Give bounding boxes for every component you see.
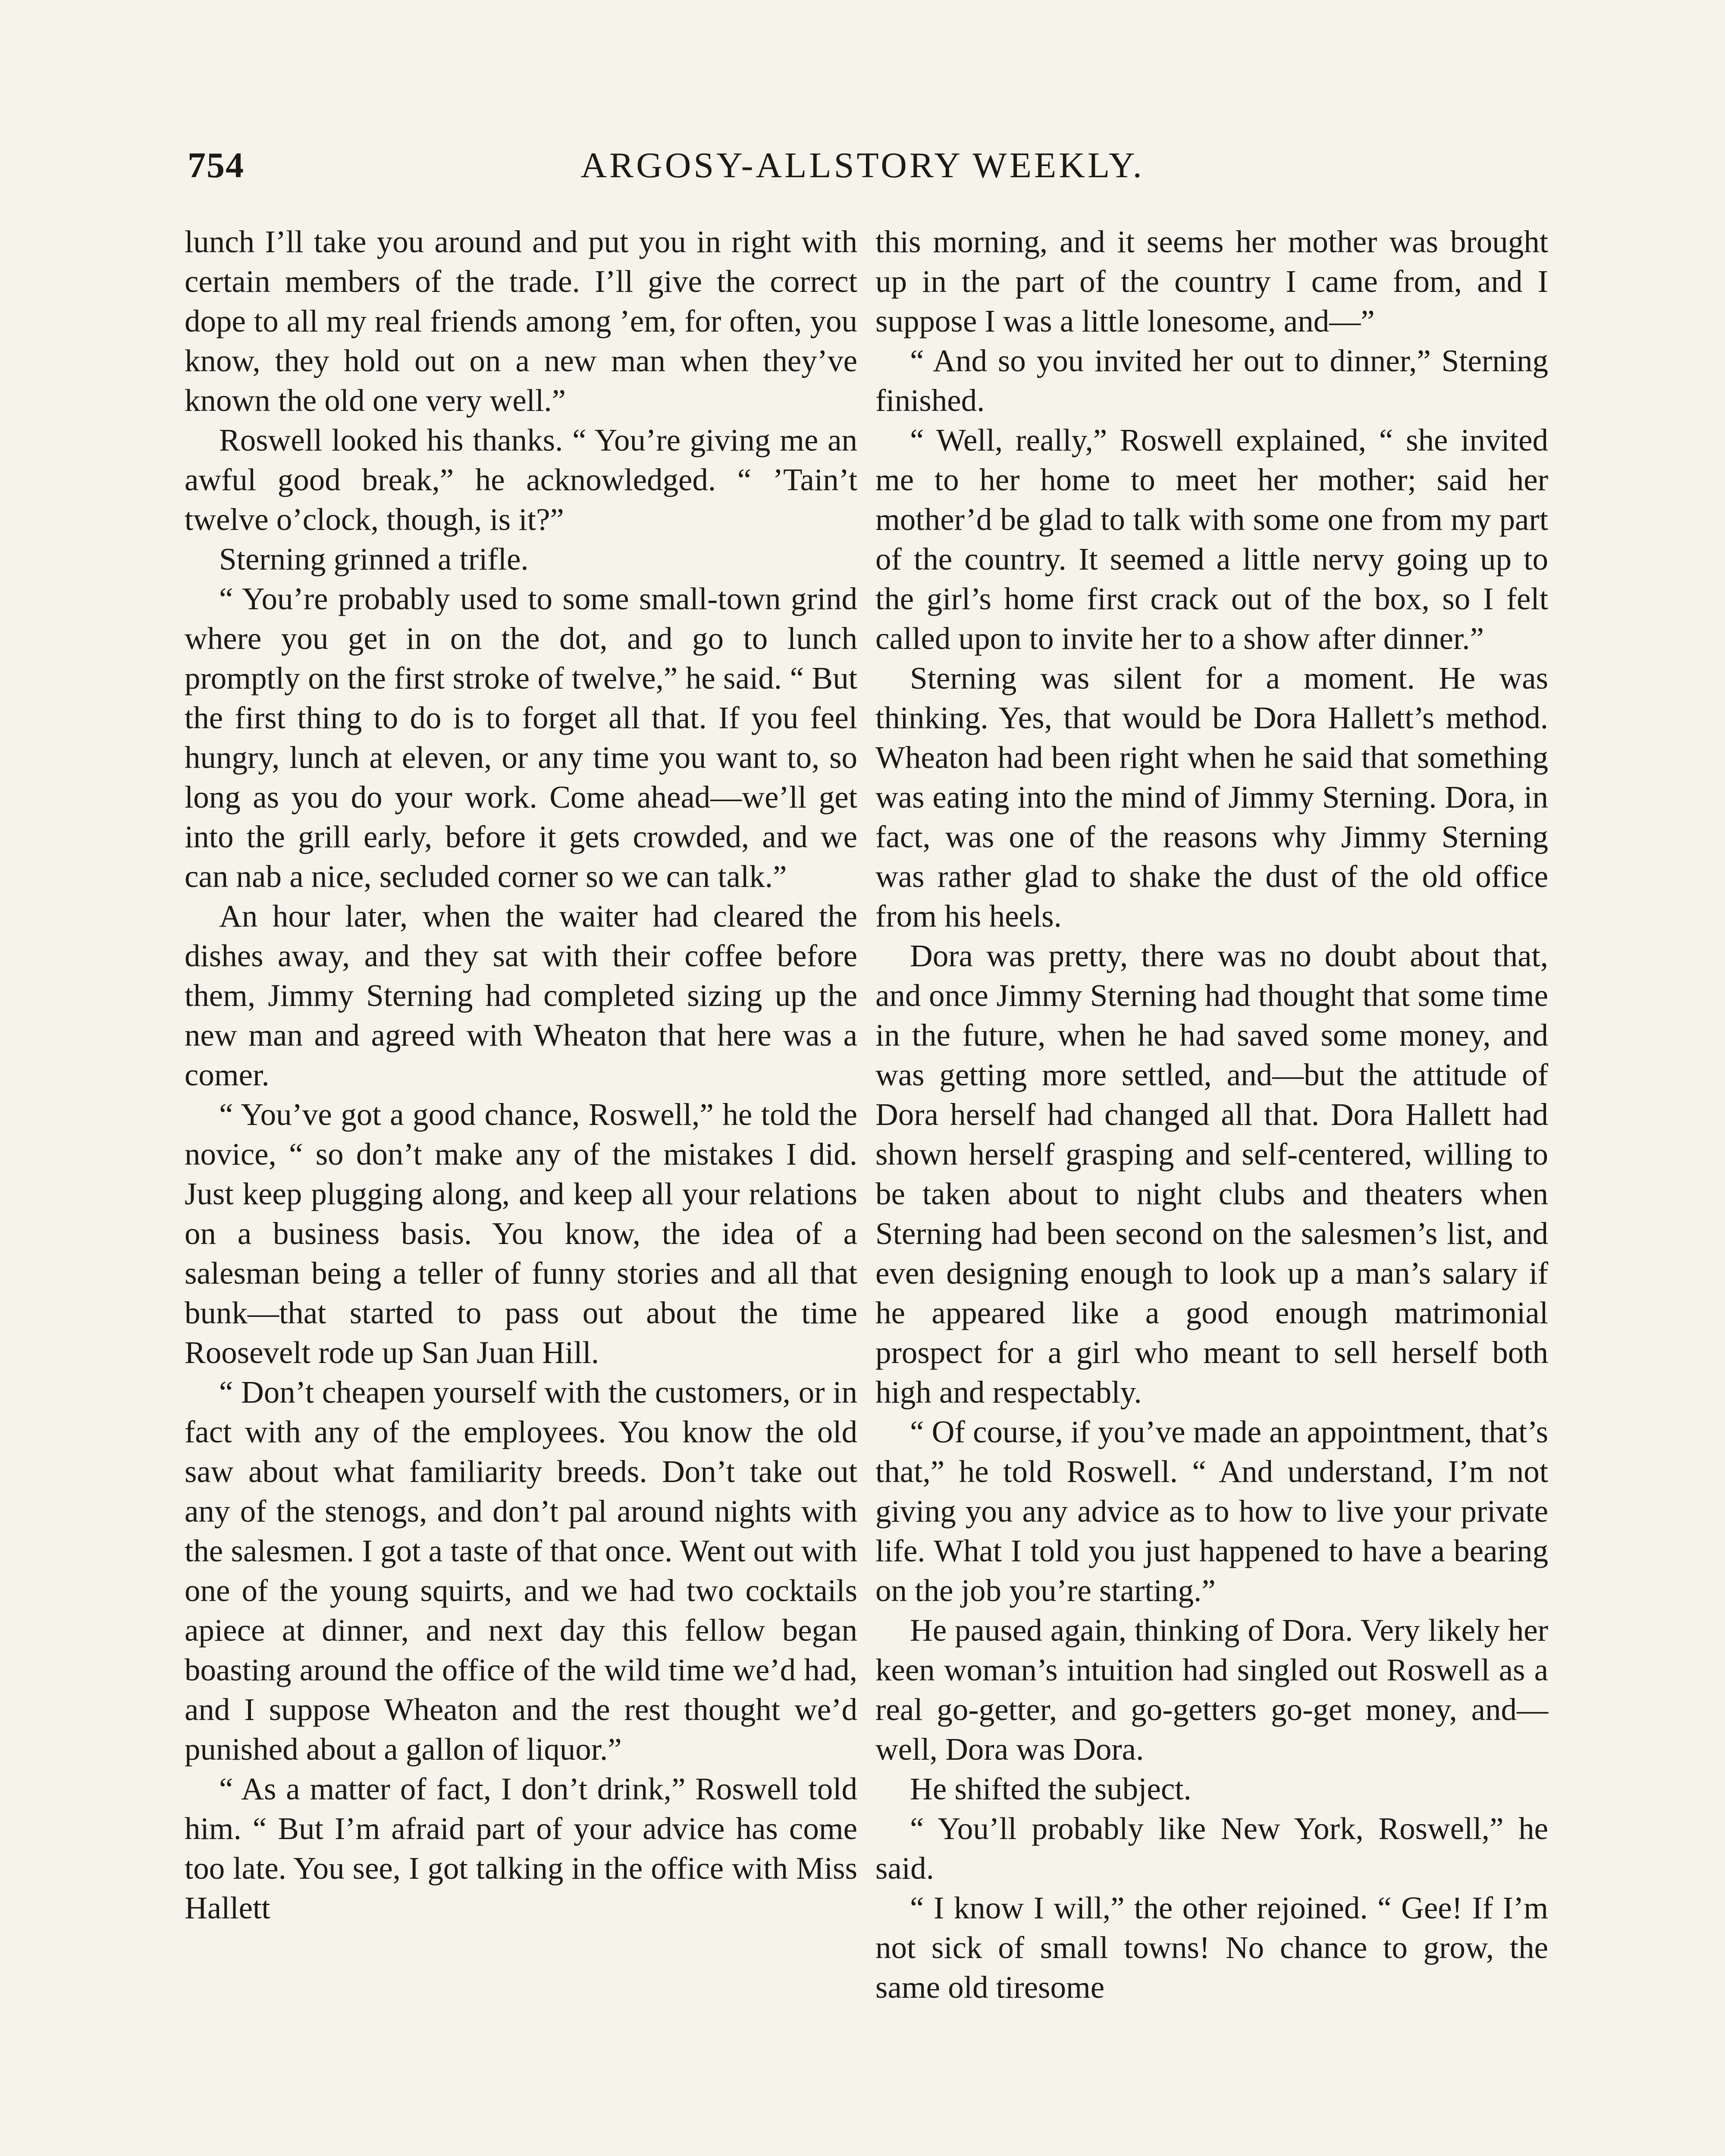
paragraph: “ You’ve got a good chance, Roswell,” he told the novice, “ so don’t make any of the mistakes I did. Just keep plugging along, and keep all your relations on a business basis. You know, the idea of a salesman being a teller of funny stories and all that bunk—that started to pass out about the time Roosevelt rode up San Juan Hill.	[185, 1097, 857, 1370]
page-number: 754	[188, 145, 245, 185]
paragraph: He paused again, thinking of Dora. Very likely her keen woman’s intuition had singled out Roswell as a real go-getter, and go-getters go-get money, and—well, Dora was Dora.	[875, 1613, 1548, 1767]
paragraph: lunch I’ll take you around and put you in right with certain members of the trade. I’ll give the correct dope to all my real friends among ’em, for often, you know, they hold out on a new man when they’ve known the old one very well.”	[185, 224, 857, 418]
paragraph: Dora was pretty, there was no doubt about that, and once Jimmy Sterning had thought that some time in the future, when he had saved some money, and was getting more settled, and—but the attitude of Dora herself had changed all that. Dora Hallett had shown herself grasping and self-centered, willing to be taken about to night clubs and theaters when Sterning had been second on the salesmen’s list, and even designing enough to look up a man’s salary if he appeared like a good enough matrimonial prospect for a girl who meant to sell herself both high and respectably.	[875, 938, 1548, 1410]
paragraph: “ Don’t cheapen yourself with the customers, or in fact with any of the employees. You know the old saw about what familiarity breeds. Don’t take out any of the stenogs, and don’t pal around nights with the salesmen. I got a taste of that once. Went out with one of the young squirts, and we had two cocktails apiece at dinner, and next day this fellow began boasting around the office of the wild time we’d had, and I suppose Wheaton and the rest thought we’d punished about a gallon of liquor.”	[185, 1375, 857, 1767]
paragraph: “ Of course, if you’ve made an appointment, that’s that,” he told Roswell. “ And understand, I’m not giving you any advice as to how to live your private life. What I told you just happened to have a bearing on the job you’re starting.”	[875, 1414, 1548, 1608]
paragraph: Roswell looked his thanks. “ You’re giving me an awful good break,” he acknowledged. “ ’Tain’t twelve o’clock, though, is it?”	[185, 423, 857, 537]
page-header	[0, 0, 1725, 224]
paragraph: “ Well, really,” Roswell explained, “ she invited me to her home to meet her mother; said her mother’d be glad to talk with some one from my part of the country. It seemed a little nervy going up to the girl’s home first crack out of the box, so I felt called upon to invite her to a show after dinner.”	[875, 423, 1548, 656]
paragraph: Sterning grinned a trifle.	[219, 542, 529, 577]
paragraph: “ I know I will,” the other rejoined. “ Gee! If I’m not sick of small towns! No chance to grow, the same old tiresome	[875, 1890, 1548, 2005]
paragraph: this morning, and it seems her mother was brought up in the part of the country I came from, and I suppose I was a little lonesome, and—”	[875, 224, 1548, 338]
paragraph: An hour later, when the waiter had cleared the dishes away, and they sat with their coffee before them, Jimmy Sterning had completed sizing up the new man and agreed with Wheaton that here was a comer.	[185, 899, 857, 1092]
paragraph: “ You’re probably used to some small-town grind where you get in on the dot, and go to lunch promptly on the first stroke of twelve,” he said. “ But the first thing to do is to forget all that. If you feel hungry, lunch at eleven, or any time you want to, so long as you do your work. Come ahead—we’ll get into the grill early, before it gets crowded, and we can nab a nice, secluded corner so we can talk.”	[185, 581, 857, 894]
paragraph: “ And so you invited her out to dinner,” Sterning finished.	[875, 343, 1548, 418]
left-text-column	[185, 222, 857, 1928]
paragraph: “ As a matter of fact, I don’t drink,” Roswell told him. “ But I’m afraid part of your advice has come too late. You see, I got talking in the office with Miss Hallett	[185, 1771, 857, 1925]
right-text-column	[875, 222, 1548, 2007]
running-title: ARGOSY-ALLSTORY WEEKLY.	[580, 145, 1145, 185]
paragraph: “ You’ll probably like New York, Roswell,” he said.	[875, 1811, 1548, 1886]
paragraph: He shifted the subject.	[910, 1771, 1192, 1806]
paragraph: Sterning was silent for a moment. He was thinking. Yes, that would be Dora Hallett’s method. Wheaton had been right when he said that something was eating into the mind of Jimmy Sterning. Dora, in fact, was one of the reasons why Jimmy Sterning was rather glad to shake the dust of the old office from his heels.	[875, 661, 1548, 934]
